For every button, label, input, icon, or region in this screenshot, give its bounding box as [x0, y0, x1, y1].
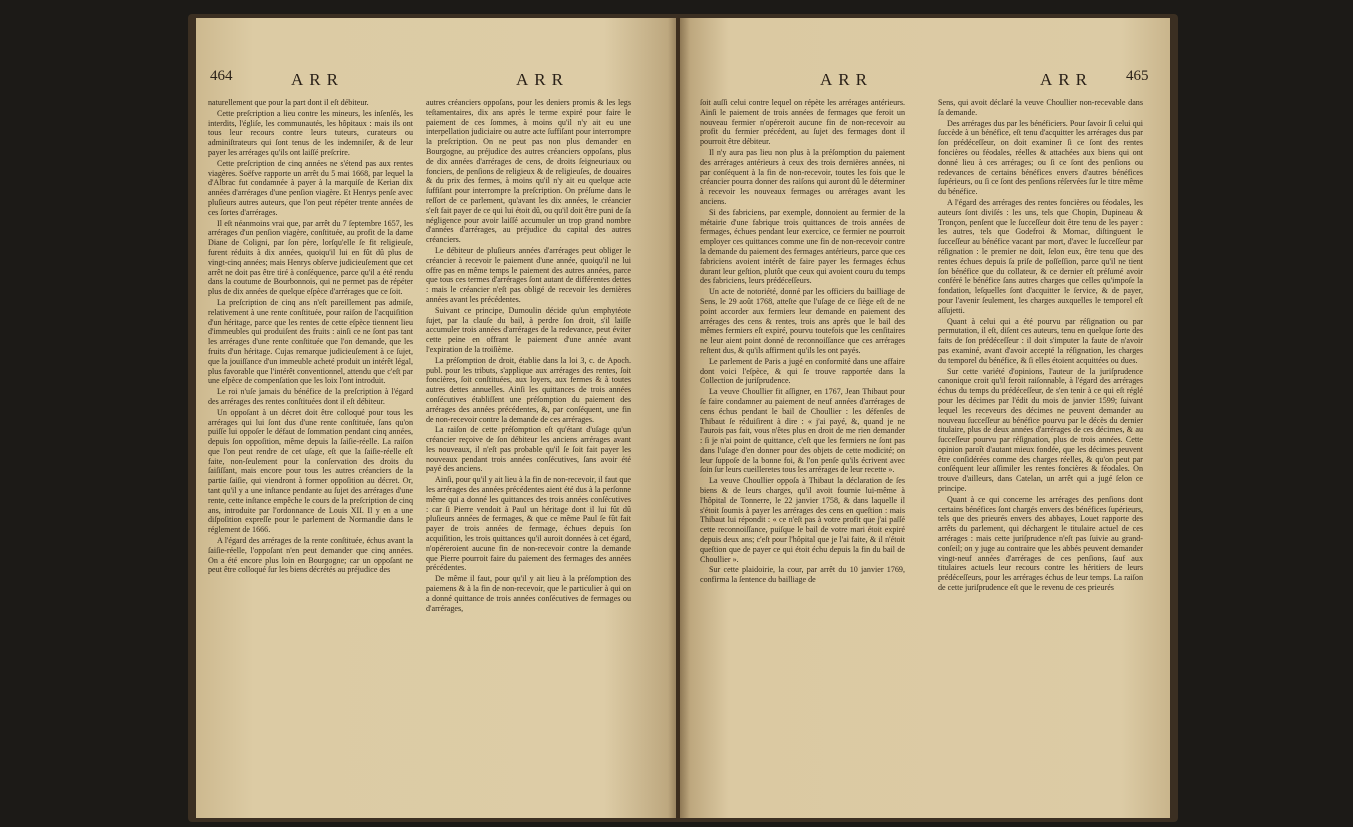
paragraph: Sur cette variété d'opinions, l'auteur de la juriſprudence canonique croit qu'il feroit raiſonnable, à l'égard des arrérages échus du temps du prédéceſſeur, de s'en tenir à ce qui eſt réglé pour les décimes par l'édit du mois de janvier 1599; ſuivant lequel les receveurs des décimes ne peuvent demander au nouveau ſucceſſeur au bénéfice pourvu par le décès du dernier titulaire, plus de deux années d'arrérages de ces décimes, & au ſucceſſeur pourvu par réſignation, plus de trois années. Cette opinion paroît d'autant mieux fondée, que les décimes peuvent être conſidérées comme des charges réelles, & qu'on peut par conſéquent leur aſſimiler les rentes foncières & féodales. On trouve d'ailleurs, dans Catelan, un arrêt qui a jugé ſelon ce principe. [938, 366, 1143, 494]
page-number-right: 465 [1126, 68, 1149, 84]
paragraph: Si des fabriciens, par exemple, donnoient au fermier de la métairie d'une fabrique trois quittances de trois années de fermages, échues pendant leur exercice, ce fermier ne pourroit employer ces quittances comme une fin de non-recevoir contre la demande du paiement des fermages antérieurs, parce que ces fabriciens avoient intérêt de faire payer les fermages échus durant leur geſtion, plutôt que ceux qui avoient couru du temps des fabriciens, leurs prédéceſſeurs. [700, 207, 905, 286]
paragraph: Ainſi, pour qu'il y ait lieu à la fin de non-recevoir, il faut que les arrérages des années précédentes aient été dus à la perſonne même qui a donné les quittances des trois années conſécutives : car ſi Pierre vendoit à Paul un héritage dont il lui fût dû pluſieurs années de fermages, & que ce même Paul ſe fût fait payer de trois années de fermage, échues depuis ſon acquiſition, les trois quittances qu'il auroit données à cet égard, n'opéreroient aucune fin de non-recevoir contre la demande que Pierre pourroit faire du paiement des fermages des années précédentes. [426, 475, 632, 573]
paragraph: Le parlement de Paris a jugé en conformité dans une affaire dont voici l'eſpèce, & qui ſe trouve rapportée dans la Collection de juriſprudence. [700, 356, 905, 386]
running-head-right-col2: ARR [1040, 70, 1093, 89]
left-page [196, 18, 676, 818]
paragraph: La veuve Choullier oppoſa à Thibaut la déclaration de ſes biens & de leurs charges, qu'il avoit fournie lui-même à l'hôpital de Tonnerre, le 22 janvier 1758, & dans laquelle il s'étoit ſoumis à payer les arrérages des cens en queſtion : mais Thibaut lui répondit : « ce n'eſt pas à votre profit que j'ai paſſé cette reconnoiſſance, puiſque le bail de votre mari étoit expiré depuis deux ans; c'eſt pour l'hôpital que je l'ai faite, & il n'étoit queſtion que de payer ce qui étoit échu depuis la fin du bail de Choullier ». [700, 476, 905, 564]
paragraph: Sens, qui avoit déclaré la veuve Choullier non-recevable dans ſa demande. [938, 98, 1143, 117]
paragraph: Quant à ce qui concerne les arrérages des penſions dont certains bénéfices ſont chargés envers des bénéfices ſupérieurs, tels que des prieurés envers des abbayes, Louet rapporte des arrêts du parlement, qui déchargent le titulaire actuel de ces arrérages : mais cette juriſprudence n'eſt pas ſuivie au grand-conſeil; on y juge au contraire que les abbés peuvent demander vingt-neuf années d'arrérages de ces penſions, ſauf aux titulaires actuels leur recours contre les héritiers de leurs prédéceſſeurs, pour les arrérages échus de leur temps. La raiſon de cette juriſprudence eſt que le revenu de ces prieurés [938, 494, 1143, 593]
paragraph: La veuve Choullier fit aſſigner, en 1767, Jean Thibaut pour ſe faire condamner au paiement de neuf années d'arrérages de cens échus pendant le bail de Choullier : les défenſes de Thibaut ſe réduiſirent à dire : « j'ai payé, &, quand je ne l'aurois pas fait, vous n'êtes plus en droit de me rien demander : ſi je n'ai point de quittance, c'eſt que les fermiers ne ſont pas dans l'uſage d'en donner pour des objets de cette modicité; on leur ſuppoſe de la bonne foi, & l'on penſe qu'ils écrivent avec ſoin ſur leurs cueilleretes tous les arrérages de leur recette ». [700, 387, 905, 475]
left-page-column-2 [426, 98, 631, 614]
paragraph: A l'égard des arrérages des rentes foncières ou féodales, les auteurs ſont diviſés : les uns, tels que Chopin, Dupineau & Tronçon, penſent que le ſucceſſeur doit être tenu de les payer : les autres, tels que Godefroi & Mornac, diſtinguent le ſucceſſeur au bénéfice vacant par mort, d'avec le ſucceſſeur par réſignation : le premier ne doit, ſelon eux, être tenu que des rentes échues depuis ſa priſe de poſſeſſion, parce qu'il ne tient ſon bénéfice que du collateur, & ce dernier eſt préſumé avoir conféré le bénéfice ſans autres charges que celles qu'impoſe la fondation, leſquelles ſont d'acquitter le ſervice, & de payer, pour l'avenir ſeulement, les charges auxquelles le temporel eſt aſſujetti. [938, 197, 1143, 315]
paragraph: Le débiteur de pluſieurs années d'arrérages peut obliger le créancier à recevoir le paiement d'une année, quoiqu'il ne lui offre pas en même temps le paiement des autres années, parce que tous ces termes d'arrérages ſont autant de différentes dettes : mais le créancier n'eſt pas obligé de recevoir les dernières années avant les précédentes. [426, 245, 631, 304]
paragraph: Un acte de notoriété, donné par les officiers du bailliage de Sens, le 29 août 1768, atteſte que l'uſage de ce ſiège eſt de ne point accorder aux fermiers leur demande en paiement des arrérages des cens & rentes, trois ans après que le bail des mêmes fermiers eſt expiré, pourvu toutefois que les cenſitaires ne leur aient point donné de reconnoiſſance que ces arrérages reſtent dus, & qu'ils affirment qu'ils les ont payés. [700, 287, 905, 355]
paragraph: Cette preſcription a lieu contre les mineurs, les inſenſés, les interdits, l'égliſe, les communautés, les hôpitaux : mais ils ont tous leur recours contre leurs tuteurs, curateurs ou adminiſtrateurs qui ſont tenus de les indemniſer, & de leur payer les arrérages qu'ils ont laiſſé preſcrire. [208, 108, 413, 157]
paragraph: Des arrérages dus par les bénéficiers. Pour ſavoir ſi celui qui ſuccède à un bénéfice, eſt tenu d'acquitter les arrérages dus par ſon prédéceſſeur, on doit examiner ſi ce ſont des rentes foncières ou féodales, réelles & attachées aux biens qui ont donné lieu à ces arrérages; ou ſi ce ſont des penſions ou redevances de certains bénéfices envers d'autres bénéfices ſupérieurs, ou ſi ce ſont des penſions réſervées ſur le titre même du bénéfice. [938, 118, 1143, 197]
right-page-column-1 [700, 98, 905, 586]
paragraph: Il eſt néanmoins vrai que, par arrêt du 7 ſeptembre 1657, les arrérages d'un penſion viagère, conſtituée, au profit de la dame Diane de Coligni, par ſon père, lorſqu'elle ſe fit religieuſe, furent réduits à dix années, quoiqu'il lui en fût dû plus de vingt-cinq années; mais Henrys obſerve judicieuſement que cet arrêt ne doit pas être tiré à conſéquence, parce qu'il a été rendu dans la coutume de Bourbonnois, qui ne permet pas de répéter plus de dix années de quelque eſpèce d'arrérages que ce ſoit. [208, 218, 413, 297]
page-number-left: 464 [210, 68, 233, 84]
right-page-column-2 [938, 98, 1143, 594]
paragraph: Il n'y aura pas lieu non plus à la préſomption du paiement des arrérages antérieurs à ceux des trois dernières années, ni par conſéquent à la fin de non-recevoir, toutes les fois que le créancier pourra donner des raiſons qui auront dû le déterminer à recevoir les nouveaux fermages ou arrérages avant les anciens. [700, 147, 905, 206]
paragraph: Un oppoſant à un décret doit être colloqué pour tous les arrérages qui lui ſont dus d'une rente conſtituée, ſans qu'on puiſſe lui oppoſer le défaut de ſommation pendant cinq années, depuis ſon oppoſition, même depuis la ſaiſie-réelle. La raiſon que l'on peut rendre de cet uſage, eſt que la ſaiſie-réelle eſt faite, non-ſeulement pour la conſervation des droits du ſaiſiſſant, mais encore pour tous les autres créanciers de la partie ſaiſie, qui viendront à former oppoſition au décret. Or, tant qu'il y a une inſtance pendante au ſujet des arrérages d'une rente, cette inſtance empêche le cours de la preſcription de cinq ans, introduite par l'ordonnance de Louis XII. Il y en a une diſpoſition expreſſe pour le parlement de Normandie dans le réglement de 1666. [208, 407, 413, 535]
paragraph: La preſcription de cinq ans n'eſt pareillement pas admiſe, relativement à une rente conſtituée, pour raiſon de l'acquiſition d'un héritage, parce que les rentes de cette eſpèce tiennent lieu d'immeubles qui produiſent des fruits : ainſi ce ne ſont pas tant les arrérages d'une rente conſtituée que l'on demande, que les fruits d'un héritage. Cujas remarque judicieuſement à ce ſujet, que la jouiſſance d'un immeuble acheté produit un intérêt légal, plus favorable que l'intérêt conventionnel, attendu que c'eſt par une eſpèce de compenſation que les loix l'ont introduit. [208, 297, 413, 386]
left-page-column-1 [208, 98, 413, 576]
right-page [680, 18, 1170, 818]
paragraph: A l'égard des arrérages de la rente conſtituée, échus avant la ſaiſie-réelle, l'oppoſant n'en peut demander que cinq années. On a été encore plus loin en Bourgogne; car un oppoſant ne peut être colloqué ſur les biens décrétés au préjudice des [208, 536, 413, 575]
running-head-right: ARR [820, 70, 873, 89]
book-gutter [668, 18, 690, 818]
paragraph: Suivant ce principe, Dumoulin décide qu'un emphytéote ſujet, par la clauſe du bail, à perdre ſon droit, s'il laiſſe accumuler trois années d'arrérages de la redevance, peut éviter cette peine en offrant le paiement d'une année avant l'expiration de la troiſième. [426, 305, 631, 354]
paragraph: Cette preſcription de cinq années ne s'étend pas aux rentes viagères. Soëfve rapporte un arrêt du 5 mai 1668, par lequel la d'Albrac fut condamnée à payer à la marquiſe de Kerian dix années d'arrérages d'une penſion viagère. Et Henrys penſe avec pluſieurs autres auteurs, que l'on peut répéter trente années de ces ſortes d'arrérages. [208, 158, 413, 217]
running-head-left-col2: ARR [516, 70, 569, 89]
paragraph: Quant à celui qui a été pourvu par réſignation ou par permutation, il eſt, diſent ces auteurs, tenu en quelque ſorte des faits de ſon prédéceſſeur : il doit s'imputer la faute de n'avoir pas examiné, avant d'avoir accepté la réſignation, les charges du temporel du bénéfice, & ſi elles étoient acquittées ou dues. [938, 316, 1143, 365]
paragraph: Sur cette plaidoirie, la cour, par arrêt du 10 janvier 1769, confirma la ſentence du bailliage de [700, 565, 905, 585]
paragraph: La raiſon de cette préſomption eſt qu'étant d'uſage qu'un créancier reçoive de ſon débiteur les anciens arrérages avant les nouveaux, il n'eſt pas probable qu'il ſe ſoit fait payer les nouveaux pendant trois années conſécutives, ſans avoir été payé des anciens. [426, 425, 631, 474]
paragraph: autres créanciers oppoſans, pour les deniers promis & les legs teſtamentaires, dix ans après le terme expiré pour faire le paiement de ces ſommes, à moins qu'il n'y ait eu une interpellation judiciaire ou autre acte ſuffiſant pour interrompre la preſcription. On ne peut pas non plus demander en Bourgogne, au préjudice des autres créanciers oppoſans, plus de dix années d'arrérages de cens, de droits ſeigneuriaux ou fonciers, de penſions de religieux & de religieuſes, de douaires & du prix des fermes, à moins qu'il n'y ait eu quelque acte ſuffiſant pour interrompre la preſcription. On préſume dans le reſſort de ce parlement, qu'avant les dix années, le créancier s'eſt fait payer de ce qui lui étoit dû, ou qu'il doit être puni de ſa négligence pour avoir laiſſé accumuler un trop grand nombre d'années d'arrérages, au préjudice du capital des autres créanciers. [426, 98, 631, 245]
paragraph: De même il faut, pour qu'il y ait lieu à la préſomption des paiemens & à la fin de non-recevoir, que le particulier à qui on a donné quittance de trois années conſécutives de fermages ou d'arrérages, [426, 574, 631, 613]
paragraph: Le roi n'uſe jamais du bénéfice de la preſcription à l'égard des arrérages des rentes conſtituées dont il eſt débiteur. [208, 387, 413, 406]
paragraph: ſoit auſſi celui contre lequel on répète les arrérages antérieurs. Ainſi le paiement de trois années de fermages que feroit un nouveau fermier n'opéreroit aucune fin de non-recevoir au profit du fermier précédent, au ſujet des fermages dont il pourroit être débiteur. [700, 98, 905, 147]
running-head-left: ARR [291, 70, 344, 89]
paragraph: La préſomption de droit, établie dans la loi 3, c. de Apoch. publ. pour les tributs, s'applique aux arrérages des rentes, ſoit foncières, ſoit conſtituées, aux loyers, aux fermes & à toutes autres dettes annuelles. Ainſi les quittances de trois années conſécutives établiſſent une préſomption du paiement des arrérages des années précédentes, &, par conſéquent, une fin de non-recevoir contre la demande de ces arrérages. [426, 355, 631, 424]
paragraph: naturellement que pour la part dont il eſt débiteur. [208, 98, 369, 107]
